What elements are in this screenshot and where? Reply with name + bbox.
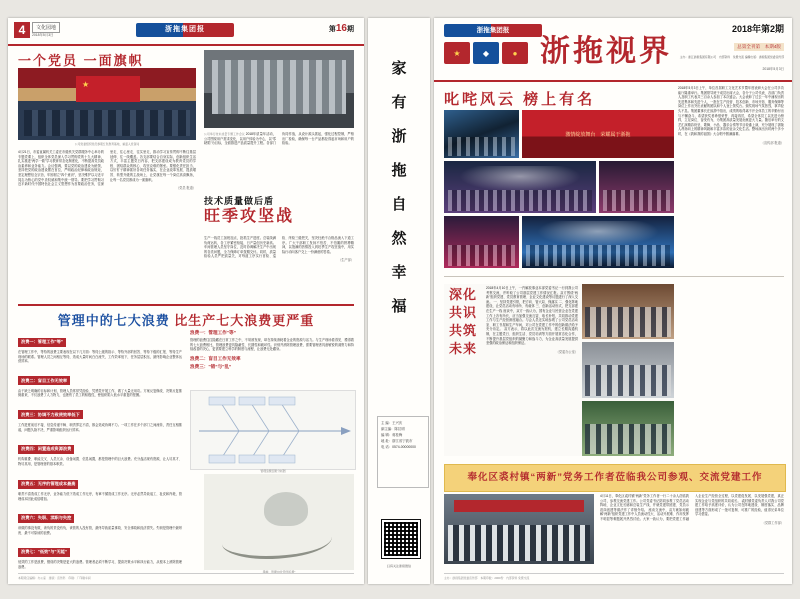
article-exchange [486,286,578,454]
spine-char: 然 [391,230,407,247]
photo-party-meeting [18,68,196,140]
photo-group [444,161,596,213]
article-visit-text: 4月11日，奉化区裘村镇“两新”党务工作者一行二十余人莅临我公司，参观交流党建工作。公司党委书记陪同参观了党员活动阵地、企业文化长廊和总装生产线，并就党建带团建、党员示范岗创建等做法作了详细介绍。 座谈交流中，双方就如何破解“两新”组织党建工作中人员流动性大、活动开展难、作用发挥不明显等难题展开热烈讨论。大家一致认为，要把党建工作融入企业生产经营全过程，以党建促发展、以发展强党建，真正实现企业与党组织的共同成长。 裘村镇党委负责人对我公司党建工作给予高度评价，认为公司在阵地建设、制度落实、品牌创建等方面形成了一批可复制、可推广的经验，值得兄弟单位学习借鉴。 [600,494,784,521]
issue-number [329,23,354,34]
article-lead-sig: （宣传部 报道） [760,140,784,145]
waste-body: 低效的工作是浪费，错误的决策是更大的浪费。管理者必须不断学习，提高决策水平和执行能力，从根本上消除管理浪费。 [18,560,182,569]
spine-char: 拖 [391,162,407,179]
list-item [18,403,182,432]
waste-title: 浪费四：闲置造成资源浪费 [18,445,74,454]
waste-right-head-1: 浪费一：管理工作“等” [190,330,236,335]
fishbone-diagram [190,390,356,473]
photo-people [448,245,515,266]
credit-line: 编 辑：蒋桂梅 [381,433,403,437]
article-main-text: 4月21日，市委直属机关工委在市级机关党群服务中心举办的专题党课上，组织全体党员深入学习贯彻党的十九大精神，扎实推进“两学一做”学习教育常态化制度化，不断提高党员政治素养和业务能力。会议强调，要以党的政治建设为统领，坚持把党的政治建设摆在首位，严明政治纪律和政治规矩，坚定理想信念宗旨，牢固树立“四个意识”，坚决维护以习近平同志为核心的党中央权威和集中统一领导。要把学习贯彻习近平新时代中国特色社会主义思想作为首要政治任务，往深里走、往心里走、往实里走，推动学习宣传贯彻不断往基层延伸、往一线覆盖。各支部要结合自身实际，创新组织生活方式，丰富主题党日内容，把支部建设成为教育党员的学校、团结群众的核心、攻坚克难的堡垒。要强化责任担当，以钉钉子精神抓好各项任务落实，在企业改革发展、提质增效、转型升级的主战场上，让党旗在每一个岗位高高飘扬，让每一名党员都成为一面旗帜。 [18,150,196,187]
photo-people [585,424,671,454]
waste-body: 职责不清造成工作无序，业务能力低下造成工作无序，有章不循造成工作无序。无序必然导致返工、扯皮和内耗，管理成本因此成倍增加。 [18,492,182,501]
spine-char: 福 [391,298,407,315]
banner-headline-text: 奉化区裘村镇“两新”党务工作者莅临我公司参观、交流党建工作 [467,472,763,483]
cartoon-tail [222,522,332,559]
photo-caption-main: 公司党委组织党员参观红色教育基地，重温入党誓词 [74,142,140,146]
waste-list [18,330,182,471]
qr-code-icon[interactable] [382,520,420,558]
issue-suffix: 期 [347,26,354,33]
headline-season [204,194,354,226]
headline-waste-b: 比生产七大浪费更严重 [174,313,315,328]
headline-waste-a: 管理中的七大浪费 [57,313,170,328]
spine-char: 幸 [391,264,407,281]
party-emblem-icon: ★ [444,42,470,64]
photo-pattern [212,60,346,114]
headline-main: 一个党员 一面旗帜 [18,53,144,68]
photo-stage-banner [522,110,674,158]
photo-group-visit [444,494,594,564]
article-3-sig: （生产部） [338,258,354,263]
list-item [18,330,182,364]
emblem-group [444,42,530,64]
waste-title: 浪费三：协调不力致使效率低下 [18,410,83,419]
photo-caption-2: 公司举行技术质量专题工作会议 [204,132,245,136]
waste-body: 工作进度前后不接、信息传递不畅、职责界定不清，都会造成协调不力。一项工作在多个部门之间流转，责任互相推诿，问题久拖不决，严重影响组织运行效率。 [18,422,182,432]
publication-title: 浙拖视界 [540,35,672,68]
masthead-logo: 浙拖集团报 [444,24,542,37]
list-item [18,437,182,466]
list-item [18,540,182,569]
spine-panel [368,18,430,584]
spine-char: 家 [391,60,407,77]
spine-char: 浙 [391,128,407,145]
photo-red-banner [454,500,584,512]
photo-people-row [24,110,190,136]
waste-title: 浪费五：无序的管理成本最高 [18,480,78,489]
fishbone-svg [191,391,355,469]
issue-year: 2018年第2期 [731,24,784,34]
article-exchange-text: 2018年4月10日上午，一汽解放事业本部党委书记一行到我公司考察交流，并听取了公司基层党建工作情况汇报。双方围绕“两新”组织党建、党员教育管理、企业文化建设等议题进行了深入交流。 一、坚持党建引领，把方向、管大局、保落实 二、强化阵地建设，让党员活动有场所、有载体 三、创新活动形式，把支部建在生产一线 座谈中，双方一致认为，国有企业与民营企业在党建工作上各有所长，应当加强交流互鉴、取长补短，共同推动党建工作与生产经营深度融合。与会人员还实地参观了公司党员活动室、职工书屋和生产车间，对公司在党建工作中的创新做法给予充分肯定。 双方表示，将以此次交流为契机，建立长期沟通机制，在主题党日、组织生活、党员培训等方面开展常态化合作，不断提升基层党组织的凝聚力和战斗力，为企业高质量发展提供坚强的政治保证和组织保证。 [486,286,578,346]
article-season [204,236,354,298]
headline-waste [18,310,354,330]
credit-line: 电 话：0574-00000000 [381,445,416,449]
qr-caption: 扫码关注浙拖微信 [386,564,411,568]
left-footer: 本期责任编辑：办公室 排版：宣传科 印刷：厂印刷车间 [18,573,354,580]
list-item [18,506,182,535]
waste-title: 浪费七：“低效”与“无能” [18,548,70,557]
article-visit-sig: （党群工作部） [761,520,784,525]
photo-performance-2 [444,216,519,268]
waste-body: 在管理工作中，等待的浪费主要表现在以下几方面：等待上级的指示、等待外部的回答、等待下级的汇报、等待生产现场的联系。管理人员之间相互等待，造成大量时间白白流失，工作效率低下，任务层层积压，最终影响企业整体运营效率。 [18,350,182,364]
photo-people [448,190,592,211]
waste-title: 浪费六：失职、渎职与失控 [18,514,74,523]
photo-column-exchange [582,284,674,456]
issue-meta: 主办：浙江浙拖集团有限公司 内部资料 免费交流 编辑出版：浙拖集团党委宣传部 [679,55,784,59]
headline-season-small: 技术质量做后盾 [204,196,275,206]
right-footer: 主办：浙拖集团党委宣传部 本期印数：2000份 内部资料 免费交流 [444,573,784,580]
photo-speech [444,110,519,158]
spine-title [368,52,430,324]
stage-banner-text: 激情绽放舞台 荣耀属于浙拖 [565,131,631,138]
photo-stage-wide [522,216,674,268]
photo-people [526,245,670,266]
cartoon-shape [264,492,308,526]
photo-people [603,190,670,211]
photo-performance-1 [599,161,674,213]
photo-people [585,365,671,395]
waste-body: 由于缺乏明确的目标和计划，管理人员常常凭经验、凭感觉开展工作，做了大量无用功。方案反复修改、决策反复推倒重来，不仅浪费了人力物力，也挫伤了员工的积极性，使组织陷入低水平重复的怪圈。 [18,388,182,398]
cartoon-illustration [204,474,354,570]
photo-people [585,307,671,337]
headline-awards: 叱咤风云 榜上有名 [444,91,596,108]
photo-spotlight [537,221,659,247]
headline-season-big: 旺季攻坚战 [204,208,295,225]
photo-grid-gala [444,110,674,270]
waste-body: 该做的事没有做，该负的责没有负，该管的人没有管，最终导致质量事故、安全事故和经济损失。失职是管理中最昂贵、最不可原谅的浪费。 [18,526,182,535]
divider [18,304,354,306]
cartoon-caption: 漫画：管理中的“隐形浪费” [262,570,296,574]
photo-conference-room [582,342,674,397]
waste-list-continued [18,472,182,575]
vertical-headline: 深化共识 共筑未来 [448,287,477,356]
list-item [18,472,182,501]
photo-spotlight [459,166,581,192]
divider [444,276,784,277]
article-visit [600,494,784,564]
page-number: 4 [14,22,30,38]
article-main [18,150,196,298]
left-page [8,18,364,584]
right-page [434,18,792,584]
photo-meeting-table [582,284,674,339]
issue-info [680,22,784,59]
waste-right-head-3: 浪费三：“错”与“乱” [190,363,232,369]
issue-sub: 总第全刊第 本期4版 [734,43,784,51]
credit-line: 副主编：陈拉明 [381,427,405,431]
right-masthead [434,18,792,82]
star-icon: ★ [82,80,90,89]
article-lead [678,86,784,145]
article-main-sig: （党员 报道） [175,186,196,191]
photo-site-visit [582,401,674,456]
credit-line: 地 址：浙江省宁波市 [381,439,413,443]
spine-char: 自 [391,196,407,213]
article-3-text: 生产一线员工加班加点，抢抓生产进度。总装线满负荷运转，各工序紧密衔接，日产量创历史新高。车间管理人员坚守岗位，及时协调解决生产中出现的各类问题，全力保障订单按期交付。同时，质量检验人员严把质量关，对每道工序实行首检、巡检、终检三级把关，坚决杜绝不合格品流入下道工序。广大干部职工发扬不怕苦、不怕累的拼搏精神，以饱满的热情投入到旺季生产攻坚战中，用实际行动向客户交上一份满意的答卷。 [204,236,354,259]
waste-right-head-2: 浪费二：盲目工作无效率 [190,355,241,361]
left-masthead [8,18,364,46]
credit-line: 主 编：王兴庆 [381,421,403,425]
banner-headline [444,464,786,492]
credits-box [377,416,429,488]
photo-quality-meeting [204,50,354,128]
photo-people [448,525,590,561]
anniversary-emblem-icon: ● [502,42,528,64]
waste-title: 浪费一：管理工作“等” [18,338,66,347]
issue-date: 2018年5月3日 [32,33,54,37]
article-lead-text: 2018年5月3日上午，单位首届职工文化艺术节暨年度表彰大会在公司多功能厅隆重举行。集团领导班子成员出席大会，各分子公司代表、各部门负责人及职工代表共三百余人参加了本次盛会。大会表彰了过去一年中涌现出的先进集体和先进个人，一批在生产经营、技术创新、市场开拓、服务保障等岗位上作出突出贡献的团队和个人登上领奖台。颁奖现场气氛热烈，掌声经久不息。集团董事长在致辞中指出，成绩的取得离不开全体员工的辛勤付出与不懈奋斗，希望获奖者珍惜荣誉、再接再厉，希望全体员工以先进为榜样，立足岗位、奋发有为，为集团高质量发展贡献更大力量。随后举行的文艺汇演精彩纷呈，歌舞、小品、器乐合奏等节目轮番上演，充分展现了浙拖人昂扬向上的精神风貌和丰富多彩的业余文化生活。整场演出历时两个多小时，在《我和我的祖国》大合唱中圆满落幕。 [678,86,784,136]
company-emblem-icon: ◆ [473,42,499,64]
list-item [18,369,182,398]
spine-char: 有 [391,94,407,111]
publish-date: 2018年5月3日 [762,67,784,71]
issue-prefix: 第 [328,26,336,33]
photo-people [448,137,515,156]
waste-title: 浪费二：盲目工作无效率 [18,376,70,385]
section-label: 文化园地 [32,22,60,33]
article-exchange-sig: （党委办公室） [555,349,578,354]
masthead-logo: 浙拖集团报 [136,23,234,37]
article-quality [204,132,354,192]
article-2-text: 2018年质量年活动，公司围绕用户需求变化，以用户体验为中心，以“零缺陷”为目标，全面推进产品质量提升工程。各部门协同作战，从设计源头抓起，强化过程控制，严格出厂检验，确保每一台产品都经得起市场和用户的检验。 [204,132,354,146]
fishbone-label: 管理浪费因果分析图 [260,469,286,473]
waste-right-body: 管理的浪费往往隐藏在日常工作之中，不易被发现，却在持续消耗着企业的资源与活力。与生产现场看得见、摸得着的七大浪费相比，管理浪费更具隐蔽性、长期性和破坏性。识别并消除管理浪费，需要管理者具备敏锐的洞察力和持续改善的决心，更需要建立科学的制度与流程，让浪费无处藏身。 [190,338,354,352]
waste-body: 机构重叠、职能交叉、人员冗余、设备闲置、信息闲置，都是管理中的巨大浪费。充分盘活现有资源，让人尽其才、物尽其用，是管理者的基本职责。 [18,457,182,466]
issue-value: 16 [335,23,347,34]
waste-right-column [190,330,354,372]
